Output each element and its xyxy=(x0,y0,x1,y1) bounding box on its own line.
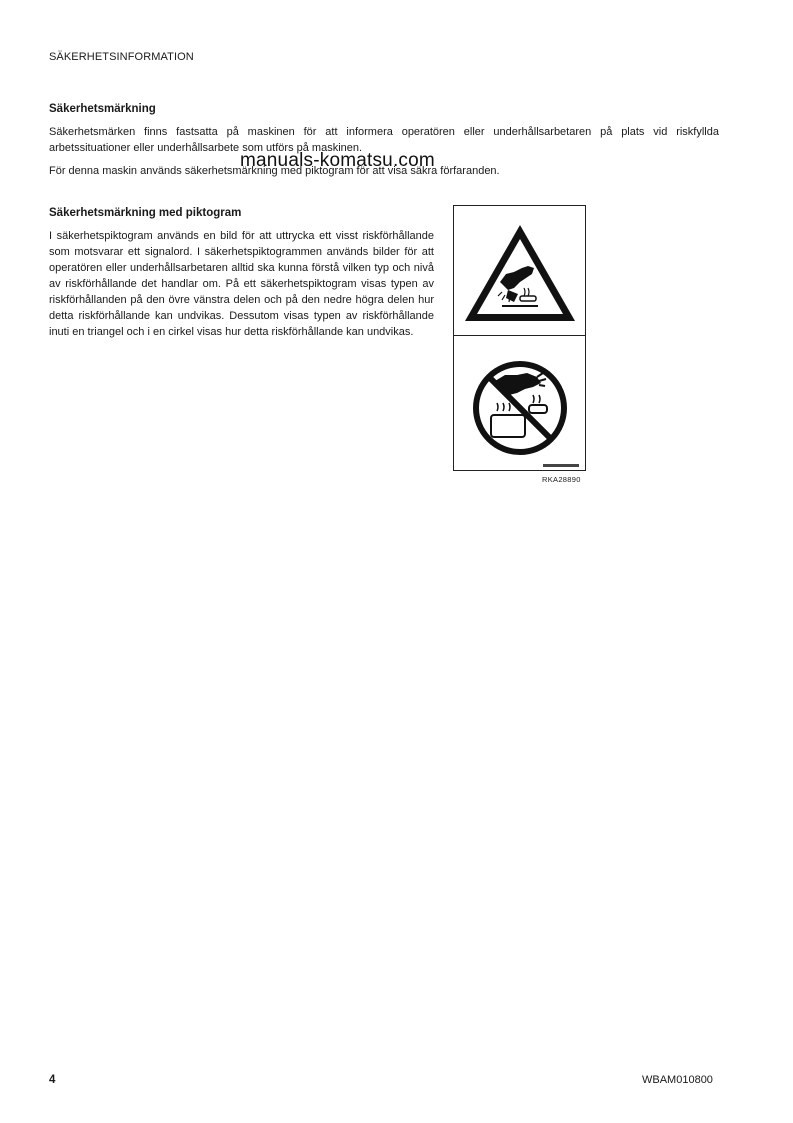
document-code: WBAM010800 xyxy=(642,1074,713,1086)
figure-divider xyxy=(454,335,585,336)
watermark: manuals-komatsu.com xyxy=(240,150,435,171)
safety-pictogram-figure xyxy=(453,205,586,471)
label-mark xyxy=(543,464,579,467)
section-header: SÄKERHETSINFORMATION xyxy=(49,51,194,63)
intro-paragraph: Säkerhetsmärken finns fastsatta på maskinen för att informera operatören eller underhållsarbetaren på plats vid riskfyllda arbetssituationer eller underhållsarbete som utförs på maskinen. xyxy=(49,126,719,154)
page-number: 4 xyxy=(49,1074,56,1086)
warning-triangle-icon xyxy=(462,222,578,324)
intro-paragraph-2: För denna maskin används säkerhetsmärkning med piktogram för att visa säkra förfaranden. xyxy=(49,165,500,177)
heading-safety-marking: Säkerhetsmärkning xyxy=(49,103,156,115)
pictogram-paragraph: I säkerhetspiktogram används en bild för att uttrycka ett visst riskförhållande som motsvarar ett signalord. I säkerhetspiktogrammen används bilder för att operatören eller underhållsarbetaren alltid ska kunna förstå vilken typ och nivå av riskförhållande det handlar om. På ett säkerhetspiktogram visas typen av riskförhållanden på den övre vänstra delen och på den nedre högra delen hur detta riskförhållande kan undvikas. Dessutom visas typen av riskförhållande inuti en triangel och i en cirkel visas hur detta riskförhållande kan undvikas. xyxy=(49,230,434,338)
figure-code: RKA28890 xyxy=(542,475,581,484)
heading-pictogram-marking: Säkerhetsmärkning med piktogram xyxy=(49,207,242,219)
prohibition-circle-icon xyxy=(471,359,569,457)
